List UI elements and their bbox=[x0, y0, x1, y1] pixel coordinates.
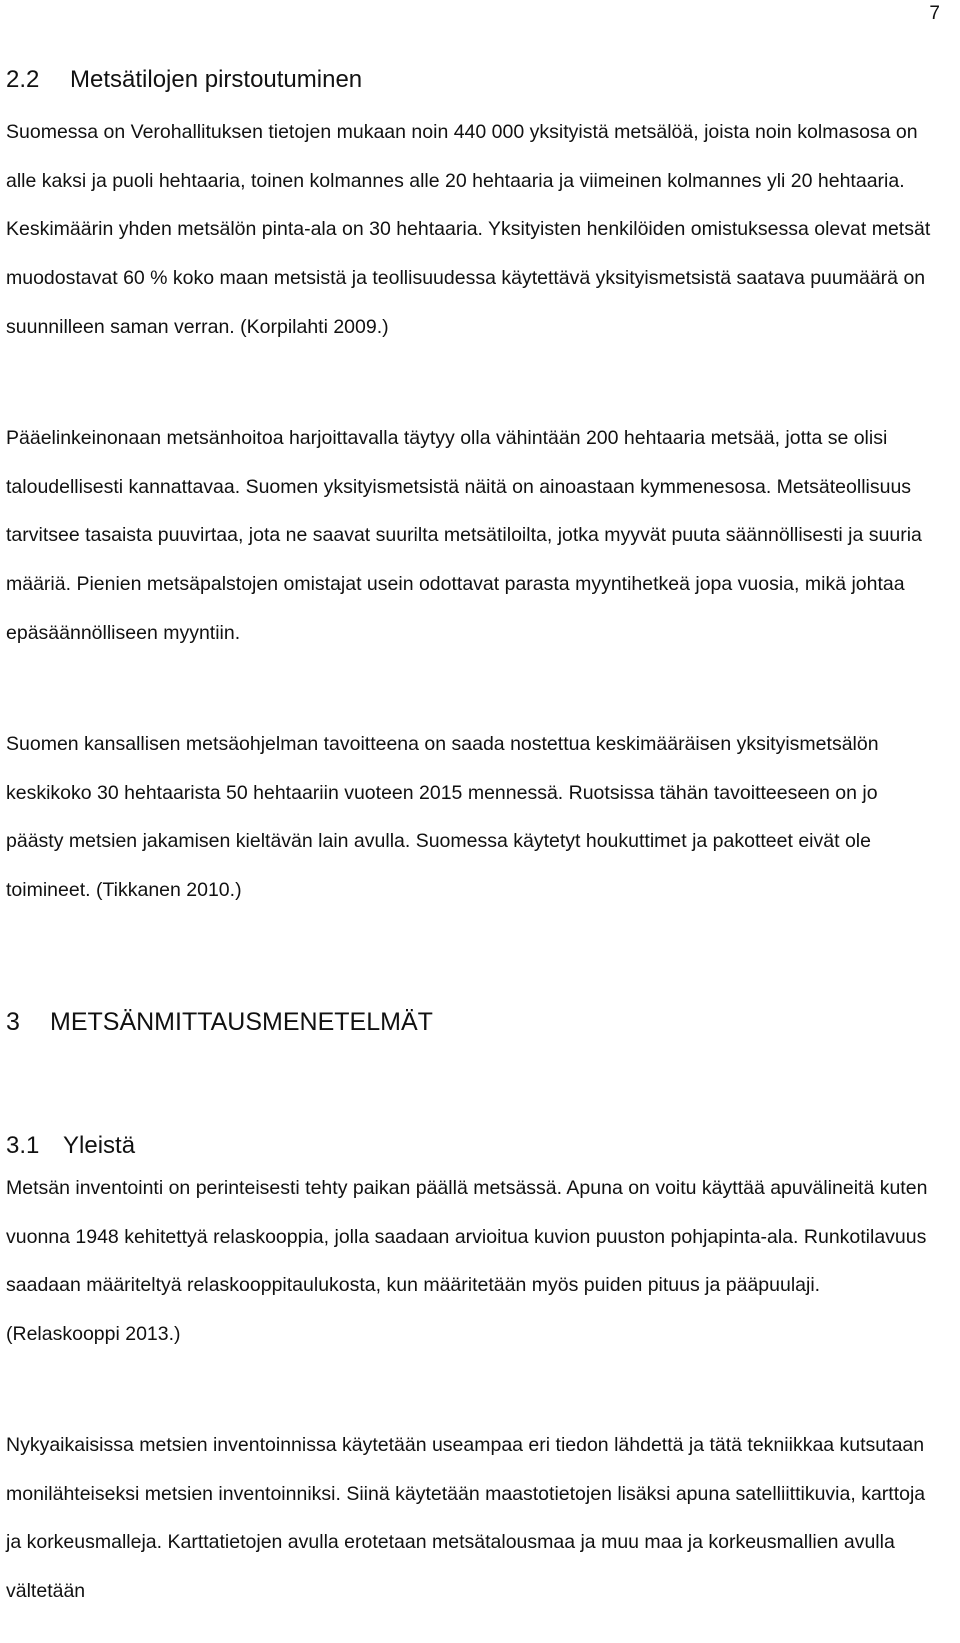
paragraph: Suomessa on Verohallituksen tietojen mukaan noin 440 000 yksityistä metsälöä, joista noin kolmasosa on alle kaksi ja puoli hehtaaria, toinen kolmannes alle 20 hehtaaria ja viimeinen kolmannes yli 20 hehtaaria. Keskimäärin yhden metsälön pinta-ala on 30 hehtaaria. Yksityisten henkilöiden omistuksessa olevat metsät muodostavat 60 % koko maan metsistä ja teollisuudessa käytettävä yksityismetsistä saatava puumäärä on suunnilleen saman verran. (Korpilahti 2009.) bbox=[6, 121, 931, 338]
paragraph: Suomen kansallisen metsäohjelman tavoitteena on saada nostettua keskimääräisen yksityismetsälön keskikoko 30 hehtaarista 50 hehtaariin vuoteen 2015 mennessä. Ruotsissa tähän tavoitteeseen on jo päästy metsien jakamisen kieltävän lain avulla. Suomessa käytetyt houkuttimet ja pakotteet eivät ole toimineet. (Tikkanen 2010.) bbox=[6, 733, 879, 902]
section-title: Yleistä bbox=[63, 1132, 136, 1159]
section-heading-2-2 bbox=[6, 64, 362, 95]
paragraph: Nykyaikaisissa metsien inventoinnissa käytetään useampaa eri tiedon lähdettä ja tätä tekniikkaa kutsutaan monilähteiseksi metsien inventoinniksi. Siinä käytetään maastotietojen lisäksi apuna satelliittikuvia, karttoja ja korkeusmalleja. Karttatietojen avulla erotetaan metsätalousmaa ja muu maa ja korkeusmallien avulla vältetään bbox=[6, 1434, 926, 1603]
page-number: 7 bbox=[929, 3, 940, 24]
section-number: 2.2 bbox=[6, 66, 40, 93]
chapter-title: METSÄNMITTAUSMENETELMÄT bbox=[50, 1008, 433, 1036]
section-heading-3-1 bbox=[6, 1130, 135, 1161]
paragraph: Pääelinkeinonaan metsänhoitoa harjoittavalla täytyy olla vähintään 200 hehtaaria metsää, jotta se olisi taloudellisesti kannattavaa. Suomen yksityismetsistä näitä on ainoastaan kymmenesosa. Metsäteollisuus tarvitsee tasaista puuvirtaa, jota ne saavat suurilta metsätiloilta, jotka myyvät puuta säännöllisesti ja suuria määriä. Pienien metsäpalstojen omistajat usein odottavat parasta myyntihetkeä jopa vuosia, mikä johtaa epäsäännölliseen myyntiin. bbox=[6, 427, 922, 644]
section-number: 3.1 bbox=[6, 1132, 40, 1159]
chapter-heading-3 bbox=[6, 1006, 433, 1039]
paragraph: Metsän inventointi on perinteisesti tehty paikan päällä metsässä. Apuna on voitu käyttää apuvälineitä kuten vuonna 1948 kehitettyä relaskooppia, jolla saadaan arvioitua kuvion puuston pohjapinta-ala. Runkotilavuus saadaan määriteltyä relaskooppitaulukosta, kun määritetään myös puiden pituus ja pääpuulaji. (Relaskooppi 2013.) bbox=[6, 1177, 928, 1346]
section-title: Metsätilojen pirstoutuminen bbox=[70, 66, 363, 93]
chapter-number: 3 bbox=[6, 1008, 20, 1036]
